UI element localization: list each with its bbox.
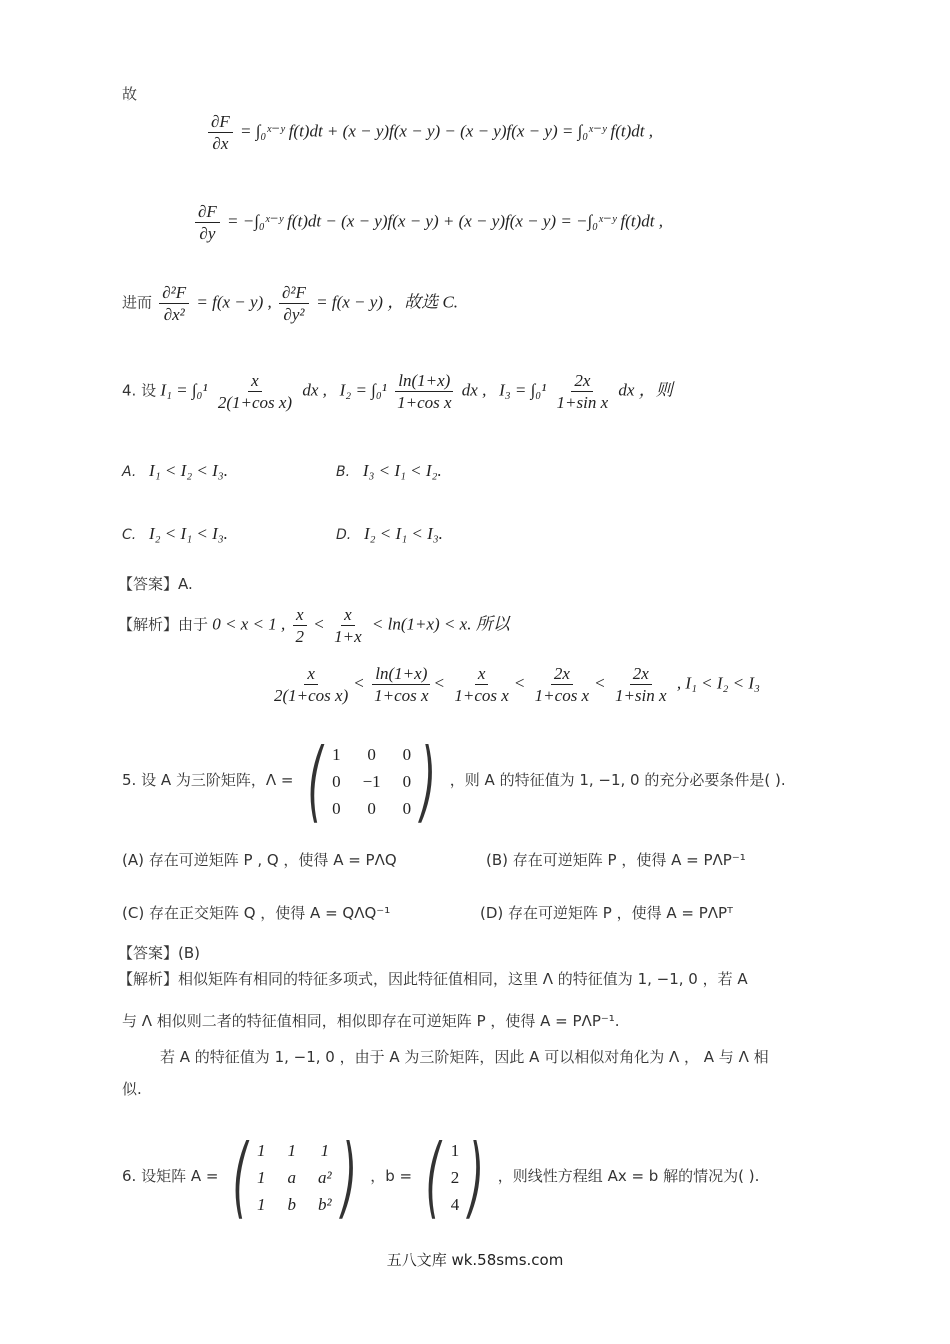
fraction-denominator: ∂y bbox=[199, 224, 216, 243]
fraction-numerator: ∂F bbox=[195, 203, 220, 223]
right-paren-icon: ) bbox=[341, 1125, 357, 1228]
fraction-denominator: 1+cos x bbox=[454, 686, 509, 705]
option-text: I₂ < I₁ < I₃. bbox=[363, 524, 443, 543]
chain-fraction-1 bbox=[271, 665, 351, 704]
integral-i2-fraction bbox=[394, 372, 454, 411]
equation-partial-x bbox=[205, 113, 653, 152]
matrix-cell: 0 bbox=[367, 798, 376, 818]
fraction-numerator: ∂²F bbox=[279, 284, 309, 304]
fraction-denominator: 1+cos x bbox=[534, 686, 590, 705]
equation-body: = −∫₀ˣ⁻ʸ f(t)dt − (x − y)f(x − y) + (x − y)f(x − y) = −∫₀ˣ⁻ʸ f(t)dt , bbox=[227, 211, 663, 231]
second-x-fraction bbox=[159, 284, 189, 323]
matrix-grid bbox=[451, 1142, 460, 1213]
fraction-denominator: ∂y² bbox=[283, 305, 305, 324]
question-4-answer: 【答案】A. bbox=[118, 575, 193, 593]
matrix-cell: b bbox=[287, 1194, 297, 1214]
question-number: 5. 设 A 为三阶矩阵，Λ = bbox=[122, 770, 294, 789]
q5-option-a: (A) 存在可逆矩阵 P , Q ，使得 A = PΛQ bbox=[122, 851, 397, 869]
matrix-cell: 0 bbox=[402, 744, 412, 764]
option-a bbox=[122, 462, 228, 479]
fraction-denominator: 1+x bbox=[334, 627, 362, 646]
option-text: I₁ < I₂ < I₃. bbox=[149, 461, 228, 480]
matrix-cell: 1 bbox=[257, 1194, 266, 1214]
q5-analysis-4: 似. bbox=[122, 1080, 142, 1098]
analysis-fraction-a bbox=[293, 606, 308, 645]
question-6-stem bbox=[122, 1125, 760, 1228]
matrix-cell: 1 bbox=[320, 1140, 330, 1160]
question-number: 4. 设 bbox=[122, 381, 157, 400]
option-text: I₂ < I₁ < I₃. bbox=[148, 524, 228, 543]
left-paren-icon: ( bbox=[232, 1125, 248, 1228]
fraction-numerator: x bbox=[304, 665, 318, 685]
analysis-prefix: 【解析】由于 bbox=[118, 615, 209, 634]
fraction-numerator: x bbox=[341, 606, 355, 626]
question-4-chain: $\frac{x}{\text{2(1+cos x)}}$ < $\frac{\ln(1+x)}{\text{1+cos x}}$ < $\frac{x}{\text{1+cos x}}$ < $\frac{2x}{\text{1+cos x}}$ < $\frac{2x}{\text{1+sin x}}$ , I₁ < I₂ < I₃ bbox=[268, 665, 760, 704]
matrix-cell: a² bbox=[318, 1167, 332, 1187]
integral-differential: dx , bbox=[461, 380, 487, 400]
vector-b bbox=[416, 1125, 493, 1228]
matrix-cell: 1 bbox=[450, 1140, 460, 1160]
fraction-numerator: ∂²F bbox=[159, 284, 189, 304]
fraction-denominator: ∂x bbox=[212, 134, 229, 153]
matrix-cell: 1 bbox=[257, 1140, 266, 1160]
fraction-numerator: 2x bbox=[551, 665, 573, 685]
equation-part: = f(x − y) , bbox=[196, 292, 272, 312]
integral-i3-fraction bbox=[554, 372, 612, 411]
fraction-numerator: ln(1+x) bbox=[372, 665, 430, 685]
option-label: B. bbox=[336, 464, 351, 480]
option-c bbox=[122, 525, 228, 542]
analysis-fraction-b bbox=[331, 606, 365, 645]
right-paren-icon: ) bbox=[420, 729, 437, 832]
matrix-cell: 0 bbox=[367, 744, 376, 764]
fraction-denominator: 1+sin x bbox=[614, 686, 667, 705]
chain-fraction-5 bbox=[612, 665, 670, 704]
second-y-fraction bbox=[279, 284, 309, 323]
matrix-cell: a bbox=[287, 1167, 297, 1187]
integral-differential: dx , bbox=[302, 380, 327, 400]
equation-body: = ∫₀ˣ⁻ʸ f(t)dt + (x − y)f(x − y) − (x − y)f(x − y) = ∫₀ˣ⁻ʸ f(t)dt , bbox=[240, 121, 653, 141]
equation-second-derivatives bbox=[122, 284, 458, 323]
prefix-text: 进而 bbox=[122, 293, 153, 312]
integral-differential: dx ，则 bbox=[618, 380, 673, 400]
matrix-cell: 1 bbox=[257, 1167, 266, 1187]
option-label: C. bbox=[122, 527, 137, 543]
q5-analysis-1: 【解析】相似矩阵有相同的特征多项式，因此特征值相同，这里 Λ 的特征值为 1, −1, 0 ，若 A bbox=[118, 970, 748, 988]
matrix-cell: b² bbox=[318, 1194, 332, 1214]
fraction-numerator: x bbox=[293, 606, 307, 626]
chain-fraction-3 bbox=[451, 665, 511, 704]
integral-i2-lhs: I₂ = ∫₀¹ bbox=[339, 380, 387, 400]
right-paren-icon: ) bbox=[468, 1125, 485, 1228]
matrix-cell: 1 bbox=[287, 1140, 297, 1160]
chain-fraction-4 bbox=[532, 665, 592, 704]
fraction-denominator: 1+cos x bbox=[397, 393, 452, 412]
fraction-denominator: 1+cos x bbox=[374, 686, 429, 705]
matrix-a bbox=[223, 1125, 366, 1228]
question-4-analysis: 【解析】由于 0 < x < 1 , $\frac{x}{2}$ < $\frac{x}{1+x}$ < ln(1+x) < x. 所以 bbox=[118, 605, 510, 646]
question-suffix: ，则 A 的特征值为 1, −1, 0 的充分必要条件是( ). bbox=[449, 770, 786, 789]
option-text: I₃ < I₁ < I₂. bbox=[362, 461, 442, 480]
option-d bbox=[336, 525, 443, 542]
fraction-denominator: 2 bbox=[295, 627, 305, 646]
integral-i3-lhs: I₃ = ∫₀¹ bbox=[499, 380, 547, 400]
fraction-numerator: ln(1+x) bbox=[395, 372, 453, 392]
equation-part: = f(x − y) ，故选 C. bbox=[316, 292, 459, 312]
matrix-cell: −1 bbox=[362, 771, 381, 791]
footer-watermark: 五八文库 wk.58sms.com bbox=[386, 1251, 564, 1269]
question-suffix: ，则线性方程组 Ax = b 解的情况为( ). bbox=[497, 1166, 760, 1185]
left-paren-icon: ( bbox=[425, 1125, 442, 1228]
option-b bbox=[336, 462, 442, 479]
q5-option-b: (B) 存在可逆矩阵 P ，使得 A = PΛP⁻¹ bbox=[486, 851, 746, 869]
matrix-cell: 0 bbox=[332, 771, 341, 791]
q5-option-c: (C) 存在正交矩阵 Q ，使得 A = QΛQ⁻¹ bbox=[122, 904, 391, 922]
analysis-tail: < ln(1+x) < x. 所以 bbox=[371, 614, 510, 634]
question-4-stem bbox=[122, 372, 673, 411]
question-5-stem bbox=[122, 729, 786, 832]
matrix-cell: 4 bbox=[450, 1194, 460, 1214]
lambda-matrix bbox=[298, 729, 446, 832]
question-5-answer: 【答案】(B) bbox=[118, 944, 200, 962]
partial-x-fraction bbox=[208, 113, 233, 152]
equation-partial-y bbox=[192, 203, 663, 242]
fraction-denominator: 2(1+cos x) bbox=[217, 393, 293, 412]
question-number: 6. 设矩阵 A = bbox=[122, 1166, 219, 1185]
intro-text: 故 bbox=[122, 85, 138, 103]
integral-i1-fraction bbox=[215, 372, 295, 411]
vector-b-label: ，b = bbox=[370, 1166, 413, 1185]
fraction-numerator: 2x bbox=[630, 665, 652, 685]
integral-i1-lhs: I₁ = ∫₀¹ bbox=[160, 380, 208, 400]
matrix-cell: 0 bbox=[402, 771, 412, 791]
left-paren-icon: ( bbox=[307, 729, 323, 832]
fraction-denominator: ∂x² bbox=[163, 305, 185, 324]
partial-y-fraction bbox=[195, 203, 220, 242]
q5-analysis-2: 与 Λ 相似则二者的特征值相同，相似即存在可逆矩阵 P ，使得 A = PΛP⁻¹. bbox=[122, 1012, 620, 1030]
matrix-cell: 0 bbox=[402, 798, 412, 818]
option-label: D. bbox=[336, 527, 352, 543]
matrix-cell: 2 bbox=[450, 1167, 460, 1187]
q5-option-d: (D) 存在可逆矩阵 P ，使得 A = PΛPᵀ bbox=[480, 904, 733, 922]
chain-fraction-2 bbox=[371, 665, 431, 704]
analysis-condition: 0 < x < 1 , bbox=[212, 614, 286, 634]
matrix-grid bbox=[257, 1142, 332, 1213]
fraction-numerator: x bbox=[475, 665, 489, 685]
chain-tail: , I₁ < I₂ < I₃ bbox=[676, 673, 760, 693]
fraction-numerator: ∂F bbox=[208, 113, 233, 133]
matrix-cell: 0 bbox=[332, 798, 341, 818]
fraction-denominator: 1+sin x bbox=[556, 393, 609, 412]
q5-analysis-3: 若 A 的特征值为 1, −1, 0 ，由于 A 为三阶矩阵，因此 A 可以相似对角化为 Λ ， A 与 Λ 相 bbox=[160, 1048, 769, 1066]
fraction-numerator: x bbox=[248, 372, 262, 392]
matrix-cell: 1 bbox=[332, 744, 341, 764]
fraction-numerator: 2x bbox=[571, 372, 593, 392]
fraction-denominator: 2(1+cos x) bbox=[274, 686, 349, 705]
matrix-grid bbox=[332, 746, 411, 817]
option-label: A. bbox=[122, 464, 137, 480]
